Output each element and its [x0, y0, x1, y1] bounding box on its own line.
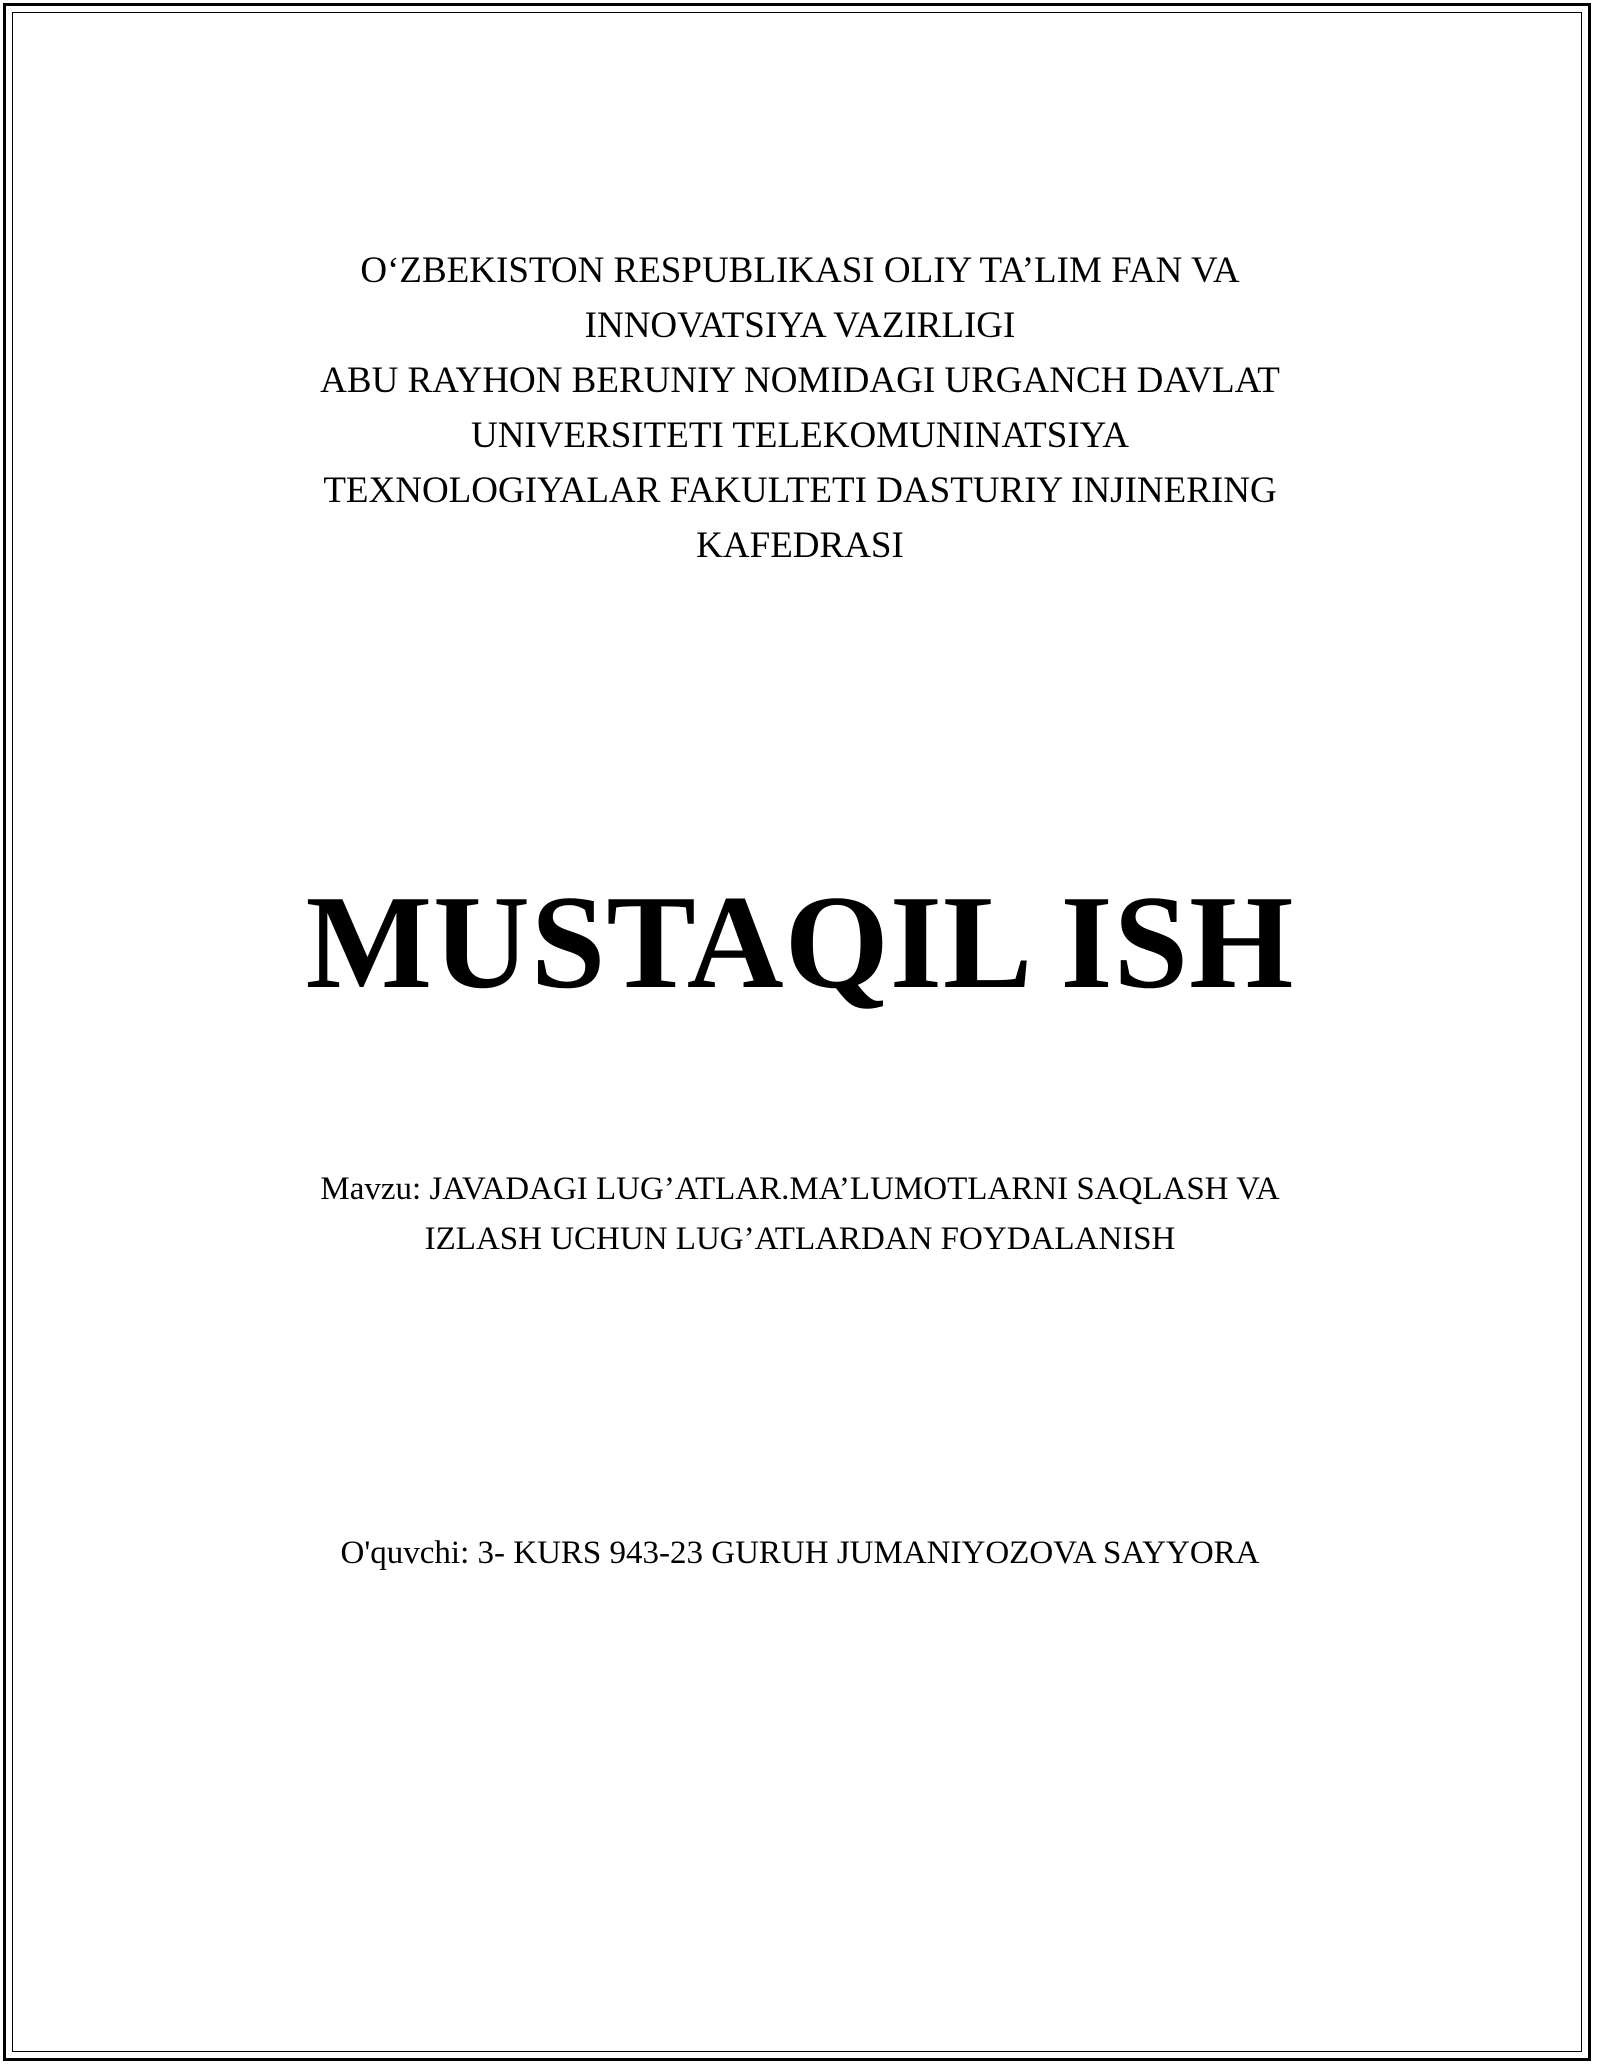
- student-info: O'quvchi: 3- KURS 943-23 GURUH JUMANIYOZOVA SAYYORA: [340, 1535, 1260, 1571]
- topic-block: [0, 1164, 1600, 1264]
- document-title: MUSTAQIL ISH: [305, 868, 1295, 1016]
- institution-header: [0, 243, 1600, 573]
- topic-line: Mavzu: JAVADAGI LUG’ATLAR.MA’LUMOTLARNI SAQLASH VA: [320, 1171, 1280, 1207]
- header-line: KAFEDRASI: [696, 525, 904, 566]
- header-line: O‘ZBEKISTON RESPUBLIKASI OLIY TA’LIM FAN VA: [360, 250, 1240, 291]
- header-line: UNIVERSITETI TELEKOMUNINATSIYA: [470, 415, 1130, 456]
- header-line: ABU RAYHON BERUNIY NOMIDAGI URGANCH DAVLAT: [320, 360, 1280, 401]
- topic-line: IZLASH UCHUN LUG’ATLARDAN FOYDALANISH: [424, 1221, 1176, 1257]
- header-line: TEXNOLOGIYALAR FAKULTETI DASTURIY INJINERING: [323, 470, 1277, 511]
- header-line: INNOVATSIYA VAZIRLIGI: [584, 305, 1016, 346]
